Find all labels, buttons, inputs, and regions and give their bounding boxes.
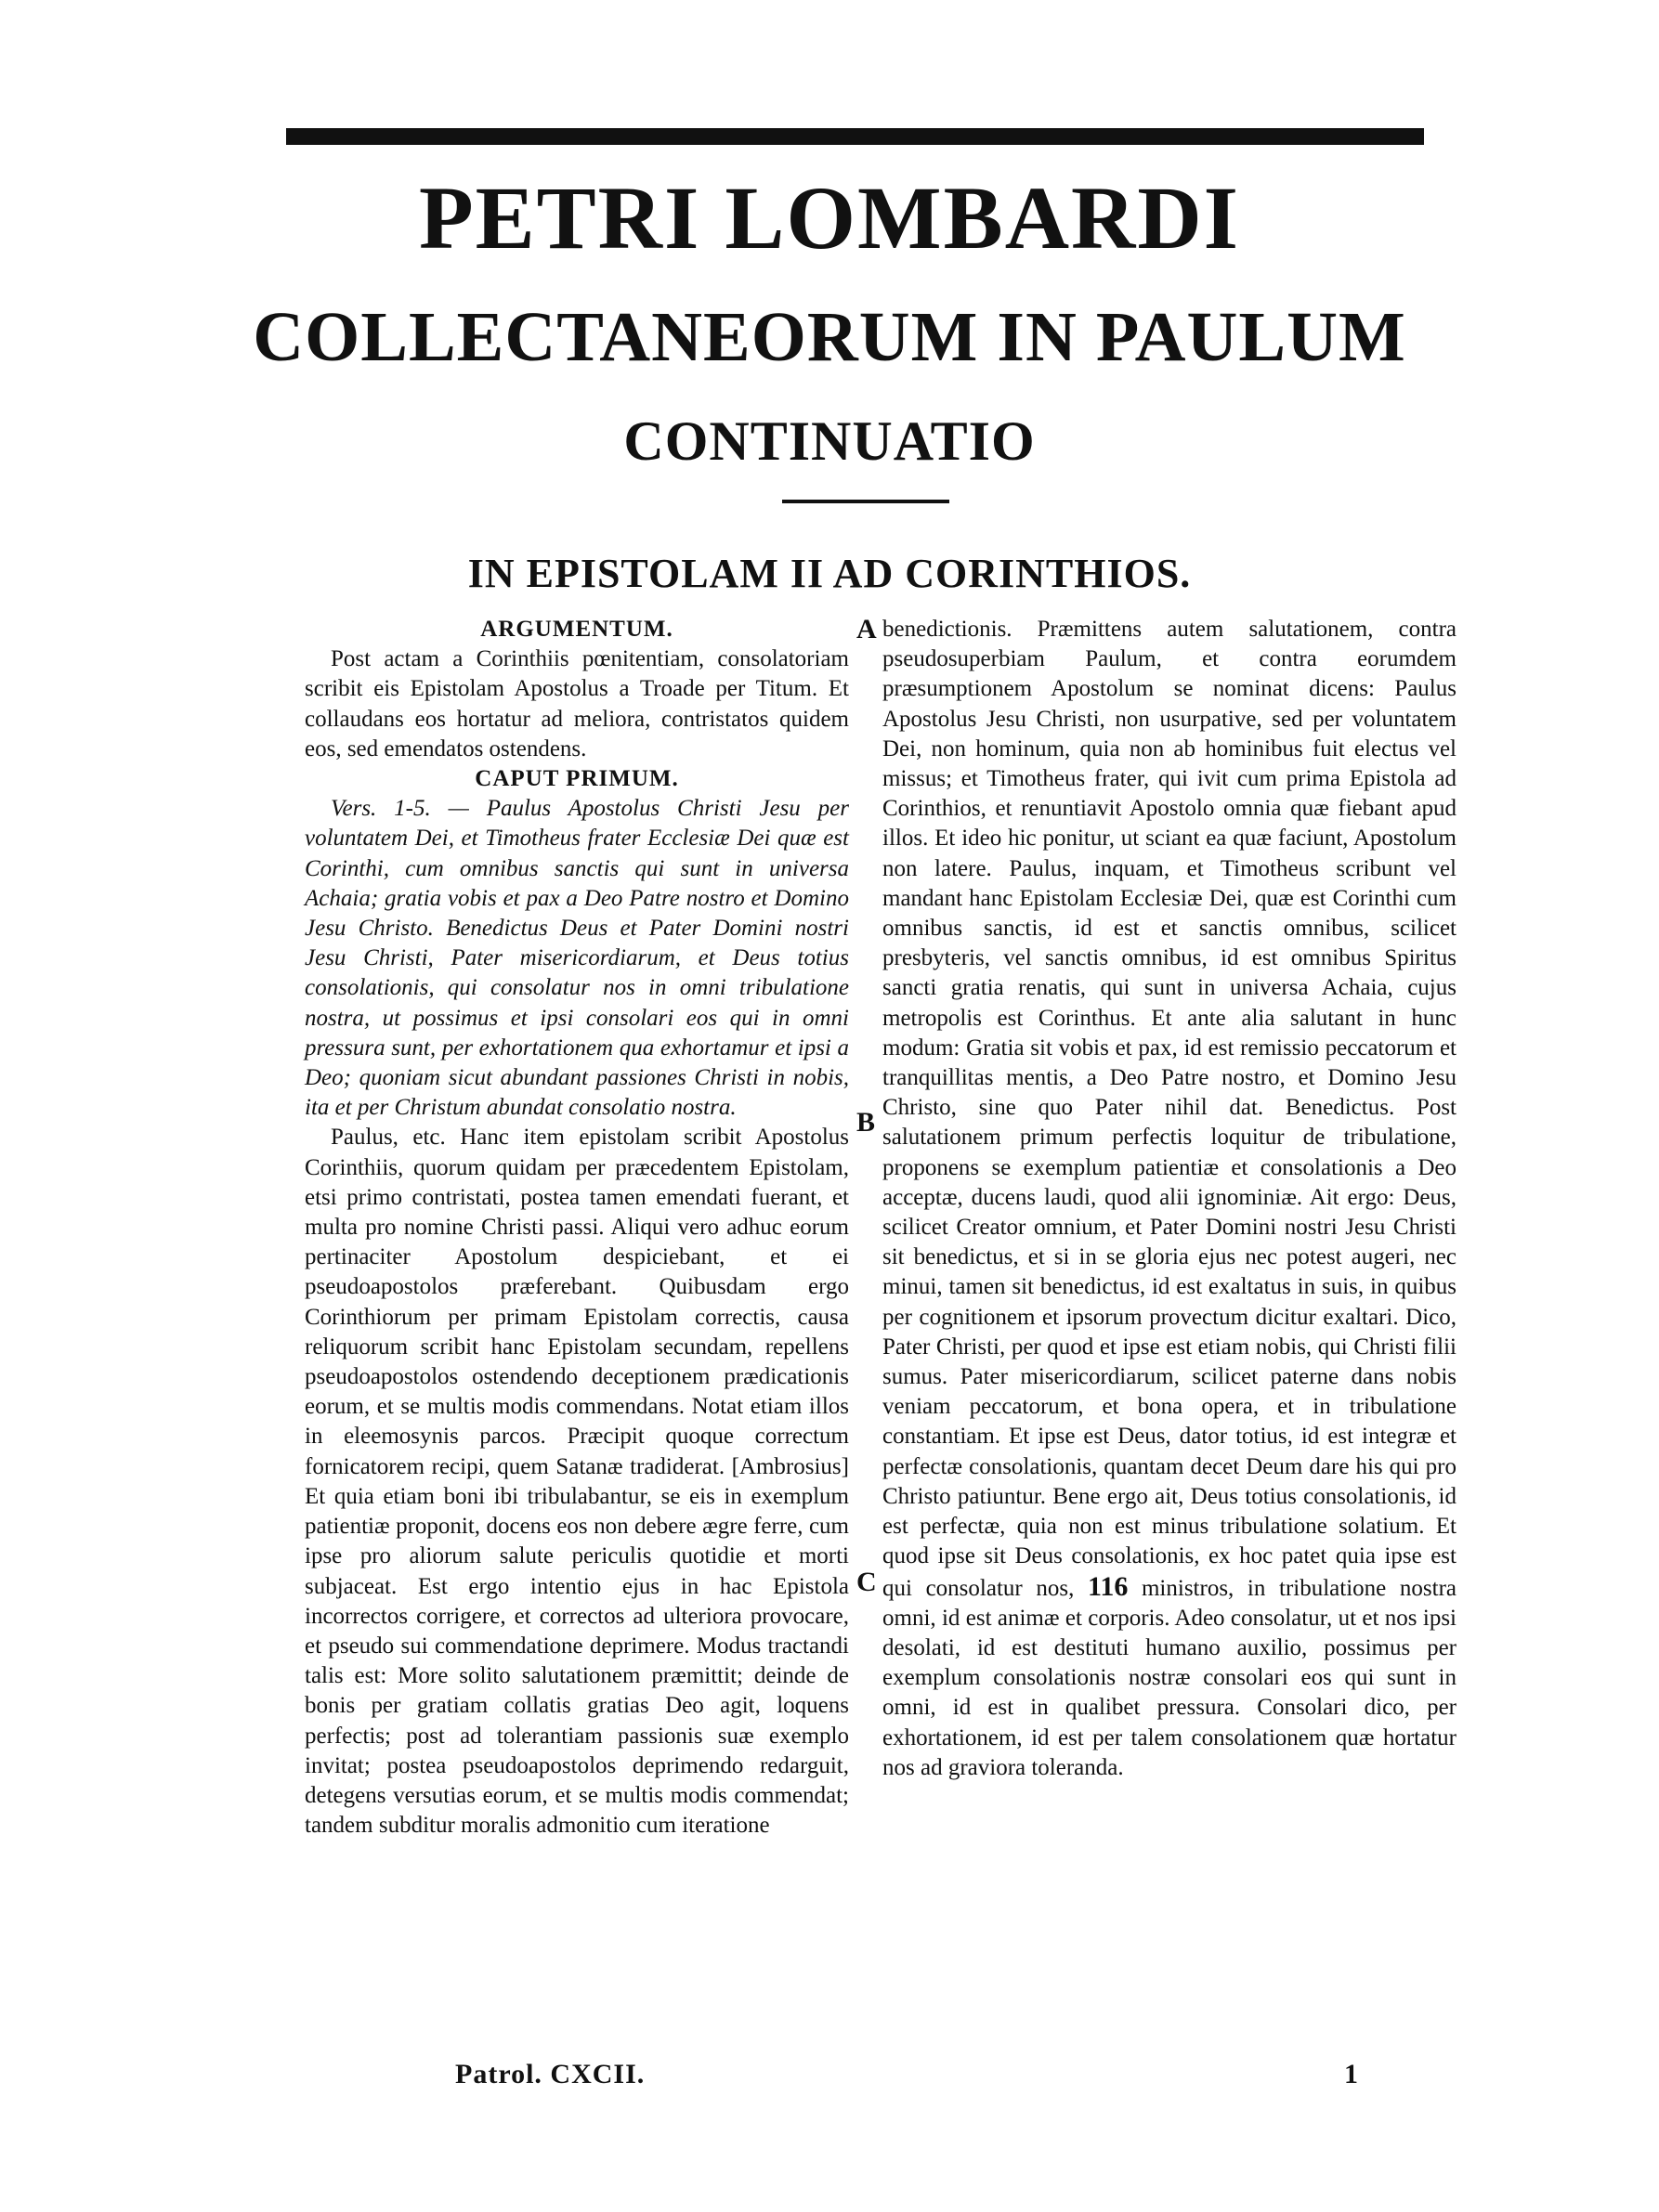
title-work: COLLECTANEORUM IN PAULUM xyxy=(253,298,1406,376)
caput-heading: CAPUT PRIMUM. xyxy=(475,766,679,792)
margin-marker-c: C xyxy=(856,1567,877,1597)
right-column xyxy=(882,615,1457,1783)
column-number: 116 xyxy=(1087,1570,1129,1602)
right-column-text xyxy=(882,615,1457,1783)
commentary-text: Paulus, etc. Hanc item epistolam scribit Apostolus Corinthiis, quorum quidam per præcedentem Epistolam, etsi primo contristati, postea tamen emendati fuerant, et multa pro nomine Christi passi. Aliqui vero adhuc eorum pertinaciter Apostolum despiciebant, et ei pseudoapostolos præferebant. Quibusdam ergo Corinthiorum per primam Epistolam correctis, causa reliquorum scribit hanc Epistolam secundam, repellens pseudoapostolos ostendendo deceptionem prædicationis eorum, et se multis modis commendans. Notat etiam illos in eleemosynis parcos. Præcipit quoque correctum fornicatorem recipi, quem Satanæ tradiderat. [Ambrosius] Et quia etiam boni ibi tribulabantur, se eis in exemplum patientiæ proponit, docens eos non debere ægre ferre, cum ipse pro aliorum salute periculis quotidie et morti subjaceat. Est ergo intentio ejus in hac Epistola incorrectos corrigere, et correctos ad ulteriora provocare, et pseudo sui commendatione deprimere. Modus tractandi talis est: More solito salutationem præmittit; deinde de bonis per gratiam collatis gratias Deo agit, loquens perfectis; post ad tolerantiam passionis suæ exemplo invitat; postea pseudoapostolos deprimendo redarguit, detegens versutias eorum, et se multis modis commendat; tandem subditur moralis admonitio cum iteratione xyxy=(305,1125,849,1839)
margin-marker-b: B xyxy=(856,1107,876,1138)
verse-text: Vers. 1-5. — Paulus Apostolus Christi Jesu per voluntatem Dei, et Timotheus frater Ecclesiæ Dei quæ est Corinthi, cum omnibus sanctis qui sunt in universa Achaia; gratia vobis et pax a Deo Patre nostro et Domino Jesu Christo. Benedictus Deus et Pater Domini nostri Jesu Christi, Pater misericordiarum, et Deus totius consolationis, qui consolatur nos in omni tribulatione nostra, ut possimus et ipsi consolari eos qui in omni pressura sunt, per exhortationem qua exhortamur et ipsi a Deo; quoniam sicut abundant passiones Christi in nobis, ita et per Christum abundat consolatio nostra. xyxy=(305,796,849,1121)
left-column xyxy=(305,615,849,1841)
title-divider xyxy=(782,500,949,503)
top-rule xyxy=(286,128,1424,145)
argumentum-heading: ARGUMENTUM. xyxy=(480,617,673,642)
margin-marker-a: A xyxy=(856,614,877,644)
footer-signature: Patrol. CXCII. xyxy=(455,2059,646,2089)
right-text-part-1: benedictionis. Præmittens autem salutationem, contra pseudosuperbiam Paulum, et contra eorumdem præsumptionem Apostolum se nominat dicens: Paulus Apostolus Jesu Christi, non usurpative, sed per voluntatem Dei, non hominum, quia non ab hominibus fuit electus vel missus; et Timotheus frater, qui ivit cum prima Epistola ad Corinthios, et renuntiavit Apostolo omnia quæ fiebant apud illos. Et ideo hic ponitur, ut sciant ea quæ faciunt, Apostolum non latere. Paulus, inquam, et Timotheus scribunt vel mandant hanc Epistolam Ecclesiæ Dei, quæ est Corinthi cum omnibus sanctis, id est et sanctis omnibus, scilicet presbyteris, vel sanctis omnibus, id est omnibus Spiritus sancti gratia renatis, qui sunt in universa Achaia, cujus metropolis est Corinthus. Et ante alia salutant in hunc modum: Gratia sit vobis et pax, id est remissio peccatorum et tranquillitas mentis, a Deo Patre nostro, et Domino Jesu Christo, sine quo Pater nihil dat. Benedictus. Post salutationem primum perfectis loquitur de tribulatione, proponens se exemplum patientiæ et consolationis a Deo acceptæ, ducens laudi, quod alii ignominiæ. Ait ergo: Deus, scilicet Creator omnium, et Pater Domini nostri Jesu Christi sit benedictus, et si in se gloria ejus nec potest augeri, nec minui, tamen sit benedictus, id est exaltatus in suis, in quibus per cognitionem et ipsorum provectum dicitur exaltari. Dico, Pater Christi, per quod et ipse est etiam nobis, qui Christi filii sumus. Pater misericordiarum, scilicet paterne dans nobis veniam peccatorum, et bona opera, et in tribulatione constantiam. Et ipse est Deus, dator totius, id est integræ et perfectæ consolationis, quantam decet Deum dare his qui pro Christo patiuntur. Bene ergo ait, Deus totius consolationis, id est perfectæ, quia non est minus tribulatione solatium. Et quod ipse sit Deus consolationis, ex hoc patet quia ipse est qui consolatur nos, xyxy=(882,617,1457,1601)
footer-page-number: 1 xyxy=(1344,2059,1358,2089)
argumentum-text: Post actam a Corinthiis pœnitentiam, consolatoriam scribit eis Epistolam Apostolus a Troade per Titum. Et collaudans eos hortatur ad meliora, contristatos quidem eos, sed emendatos ostendens. xyxy=(305,646,849,761)
right-text-part-2: ministros, in tribulatione nostra omni, id est animæ et corporis. Adeo consolatur, ut et nos ipsi desolati, id est destituti humano auxilio, possimus per exemplum consolationis nostræ consolari eos qui sunt in omni, id est in qualibet pressura. Consolari dico, per exhortationem, id est per talem consolationem quæ hortatur nos ad graviora toleranda. xyxy=(882,1575,1457,1780)
title-continuatio: CONTINUATIO xyxy=(623,410,1036,472)
section-title: IN EPISTOLAM II AD CORINTHIOS. xyxy=(467,551,1192,596)
title-author: PETRI LOMBARDI xyxy=(418,168,1241,267)
